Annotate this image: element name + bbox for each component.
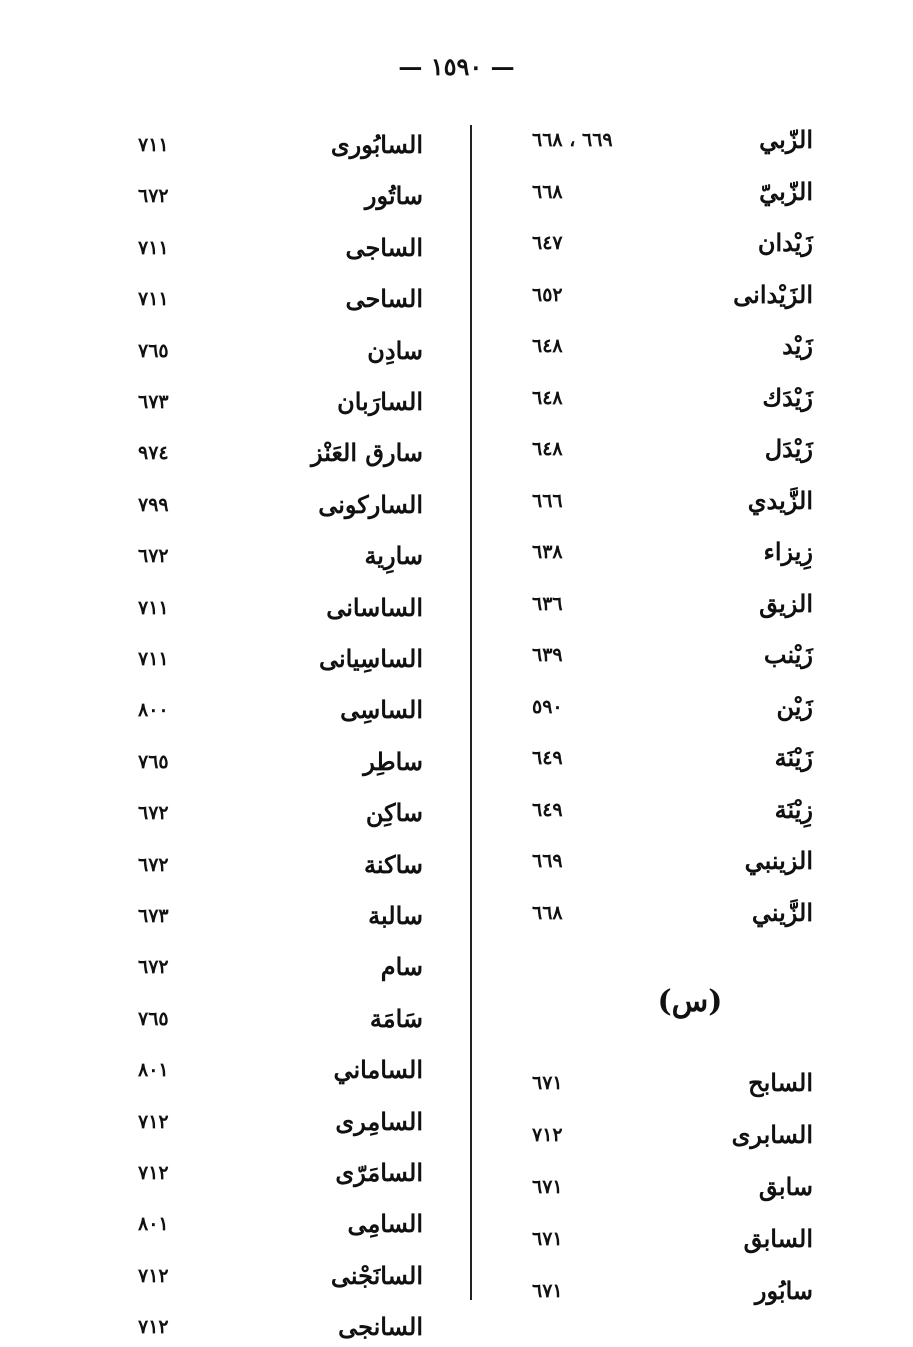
index-term: السانَجْنى <box>330 1260 423 1290</box>
page-reference: ٦٦٩ <box>532 850 563 872</box>
index-term: سادِن <box>367 335 423 365</box>
index-term: السامِى <box>347 1209 423 1239</box>
index-entry <box>0 1102 913 1142</box>
page-reference: ٦٦٨ <box>532 901 563 924</box>
index-entry <box>0 999 913 1039</box>
index-term: الساسانى <box>326 592 423 622</box>
page-reference: ٧١١ <box>138 288 169 311</box>
page-number: — ١٥٩٠ — <box>398 52 515 81</box>
index-entry <box>0 896 913 936</box>
page-reference: ٦٧٣ <box>138 905 169 927</box>
index-term: سام <box>380 952 423 982</box>
index-entry <box>0 433 913 473</box>
index-entry <box>0 1050 913 1090</box>
index-term: ساكِن <box>365 798 423 828</box>
index-term: الزيق <box>759 588 813 618</box>
page-reference: ٦٤٧ <box>532 232 563 254</box>
index-term: سالبة <box>368 901 423 930</box>
page-reference: ٨٠١ <box>138 1213 169 1236</box>
page-reference: ٦٤٩ <box>532 747 563 769</box>
page-reference: ٦٧١ <box>532 1228 563 1250</box>
index-entry <box>0 125 913 165</box>
index-entry <box>0 382 913 422</box>
index-term: السامِرى <box>335 1106 423 1136</box>
index-term: السابح <box>748 1068 813 1097</box>
page-reference: ٧٦٥ <box>138 339 169 362</box>
page-reference: ٦٦٨ <box>532 180 563 203</box>
index-entry <box>0 485 913 525</box>
page-reference: ٦٤٩ <box>532 798 563 821</box>
page-reference: ٦٧١ <box>532 1176 563 1198</box>
page-reference: ٨٠١ <box>138 1059 169 1082</box>
index-term: السارَبان <box>337 387 423 416</box>
page-reference: ٧١٢ <box>138 1316 169 1339</box>
page-reference: ٦٣٩ <box>532 644 563 666</box>
index-entry <box>0 742 913 782</box>
page-reference: ٧١٢ <box>138 1264 169 1287</box>
index-term: الساسِى <box>340 695 423 725</box>
index-term: الساسِيانى <box>318 644 423 673</box>
index-term: سابُور <box>754 1276 813 1305</box>
index-entry <box>0 228 913 268</box>
index-term: الساماني <box>333 1055 423 1085</box>
index-term: ساكنة <box>364 849 423 879</box>
index-term: سابق <box>758 1172 813 1201</box>
index-term: زَيْدَل <box>764 434 813 463</box>
page-reference: ٦٦٩ ، ٦٦٨ <box>532 129 613 151</box>
page-reference: ٧١٢ <box>532 1124 563 1146</box>
index-term: الزَّيني <box>751 897 813 927</box>
index-term: ساطِر <box>363 746 423 776</box>
index-term: الزينبي <box>744 846 813 875</box>
page-reference: ٦٣٨ <box>532 541 563 563</box>
section-letter: (س) <box>657 984 723 1019</box>
index-entry <box>0 1204 913 1244</box>
index-term: زَيْنب <box>763 640 813 669</box>
page-reference: ٦٧٢ <box>138 545 169 568</box>
index-term: سارق العَنْز <box>310 438 423 468</box>
index-term: زِيْنَة <box>774 794 813 824</box>
index-term: الساجى <box>345 232 423 262</box>
index-term: زَيْدان <box>757 228 813 257</box>
index-entry <box>0 639 913 679</box>
page-reference: ٦٦٦ <box>532 489 563 512</box>
index-term: سارِية <box>364 541 423 571</box>
index-term: الزَّيدي <box>747 485 813 515</box>
page-reference: ٨٠٠ <box>138 699 169 722</box>
index-term: السابرى <box>731 1120 813 1149</box>
page-reference: ٦٧٣ <box>138 391 169 413</box>
page-reference: ٧٦٥ <box>138 1007 169 1030</box>
page-reference: ٧٩٩ <box>138 493 169 516</box>
index-entry <box>0 947 913 987</box>
index-term: سَامَة <box>369 1003 423 1033</box>
index-entry <box>0 588 913 628</box>
index-entry <box>0 1153 913 1193</box>
page-reference: ٦٧٢ <box>138 802 169 825</box>
index-term: الزَيْدانى <box>733 279 813 309</box>
index-term: زَيْن <box>776 691 813 721</box>
page-reference: ٦٥٢ <box>532 283 563 306</box>
index-entry <box>0 1256 913 1296</box>
index-term: زِيزاء <box>763 537 813 566</box>
page-reference: ٩٧٤ <box>138 442 169 465</box>
index-term: السامَرّى <box>335 1158 423 1187</box>
index-entry <box>0 845 913 885</box>
index-term: السانجى <box>338 1312 423 1342</box>
index-term: الساركونى <box>318 489 423 519</box>
page-reference: ٦٧٢ <box>138 853 169 876</box>
index-entry <box>0 793 913 833</box>
index-entry <box>0 331 913 371</box>
page-reference: ٥٩٠ <box>532 695 563 718</box>
index-entry <box>0 176 913 216</box>
page-reference: ٦٤٨ <box>532 438 563 460</box>
page-reference: ٧١١ <box>138 648 169 670</box>
index-term: السابق <box>743 1224 813 1253</box>
page-reference: ٧١٢ <box>138 1162 169 1184</box>
page-reference: ٦٧١ <box>532 1072 563 1094</box>
index-entry <box>0 1307 913 1347</box>
index-term: زَيْنَة <box>774 743 813 772</box>
page-reference: ٦٧٢ <box>138 956 169 979</box>
page-reference: ٦٧١ <box>532 1280 563 1302</box>
index-term: زَيْد <box>782 331 813 360</box>
page-reference: ٧١١ <box>138 236 169 259</box>
index-term: الزّبي <box>759 125 813 154</box>
page-reference: ٧٦٥ <box>138 750 169 773</box>
index-term: زَيْدَك <box>762 382 813 412</box>
page-reference: ٦٤٨ <box>532 335 563 357</box>
page-reference: ٧١١ <box>138 134 169 156</box>
page-reference: ٧١١ <box>138 596 169 619</box>
index-entry <box>0 690 913 730</box>
index-term: الساحى <box>345 284 423 314</box>
index-term: الزّبيّ <box>759 176 813 206</box>
page-reference: ٦٧٢ <box>138 185 169 208</box>
page-reference: ٦٣٦ <box>532 592 563 615</box>
index-entry <box>0 536 913 576</box>
index-entry <box>0 279 913 319</box>
page-reference: ٦٤٨ <box>532 386 563 409</box>
index-term: السابُورى <box>330 130 423 159</box>
page-reference: ٧١٢ <box>138 1110 169 1133</box>
index-term: ساتُور <box>364 181 423 211</box>
